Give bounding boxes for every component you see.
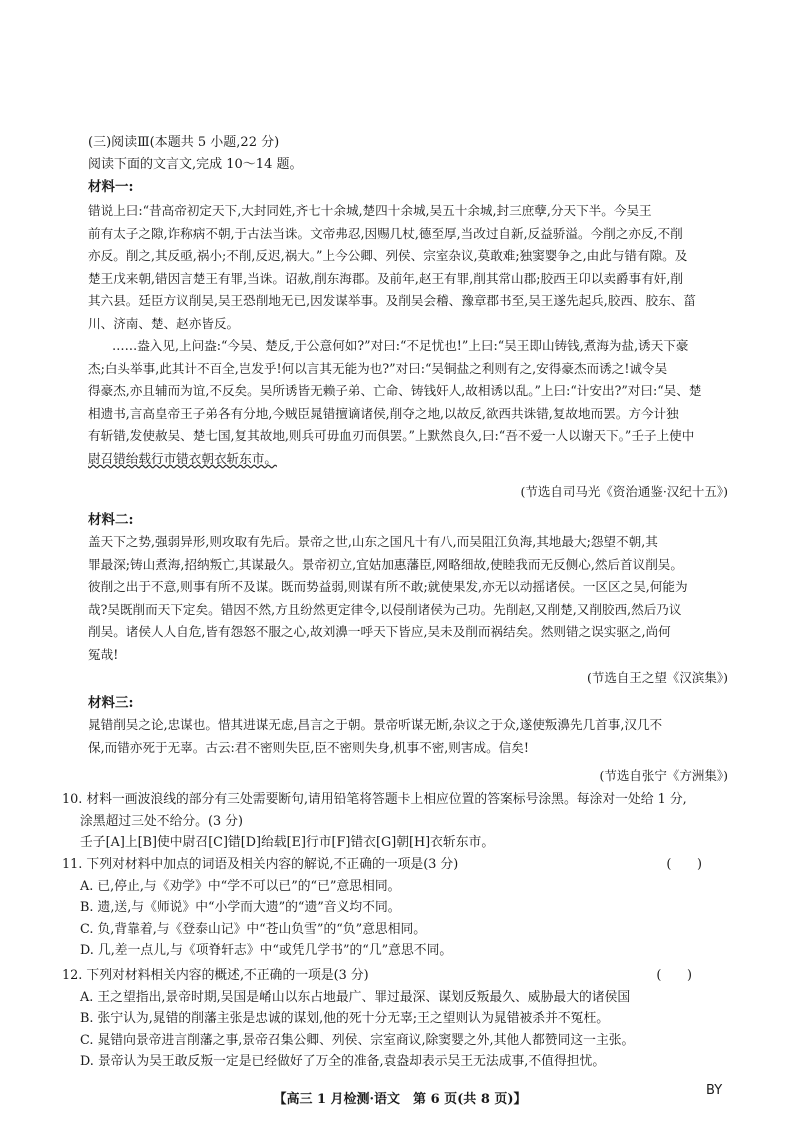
q11-option-a: A. 已,停止,与《劝学》中“学不可以已”的“已”意思相同。 [80, 878, 401, 894]
material1-line: 有斩错,发使赦吴、楚七国,复其故地,则兵可毋血刃而俱罢。”上默然良久,曰:“吾不爱一人以谢天下。”壬子上使中 [88, 428, 695, 443]
material3-line: 晁错削吴之论,忠谋也。惜其进谋无虑,昌言之于朝。景帝听谋无断,杂议之于众,遂使叛濞先几首事,汉几不 [88, 717, 663, 732]
q11-option-b: B. 遗,送,与《师说》中“小学而大遗”的“遗”音义均不同。 [80, 900, 401, 915]
material1-line: 亦反。削之,其反亟,祸小;不削,反迟,祸大。”上今公卿、列侯、宗室杂议,莫敢难;独窦婴争之,由此与错有隙。及 [88, 248, 688, 263]
q12-option-d: D. 景帝认为吴王敢反叛一定是已经做好了万全的准备,袁盎却表示吴王无法成事,不值得担忧。 [80, 1054, 606, 1069]
page-footer: 【高三 1 月检测·语文 第 6 页(共 8 页)】 [273, 1092, 527, 1107]
material1-wavy-line: 尉召错绐载行市错衣朝衣斩东市。 [88, 450, 277, 466]
question-11 [62, 854, 742, 962]
material2-label: 材料二: [88, 512, 134, 528]
q11-option-d: D. 几,差一点儿,与《项脊轩志》中“或凭几学书”的“几”意思不同。 [80, 943, 453, 958]
q10-stem-line: 涂黑超过三处不给分。(3 分) [80, 813, 243, 829]
material3-source: (节选自张宁《方洲集》) [599, 768, 728, 783]
material1-line: 杰;白头举事,此其计不百全,岂发乎!何以言其无能为也?”对曰:“吴铜盐之利则有之,安得豪杰而诱之!诚令吴 [88, 360, 668, 376]
q12-option-c: C. 晁错向景帝进言削藩之事,景帝召集公卿、列侯、宗室商议,除窦婴之外,其他人都赞同这一主张。 [80, 1032, 635, 1048]
material1-line: 其六县。廷臣方议削吴,吴王恐削地无已,因发谋举事。及削吴会稽、豫章郡书至,吴王遂先起兵,胶西、胶东、菑 [88, 293, 696, 308]
footer-corner-code: BY [706, 1083, 723, 1098]
q11-stem: 11. 下列对材料中加点的词语及相关内容的解说,不正确的一项是(3 分) [62, 857, 459, 872]
material2-line: 盖天下之势,强弱异形,则攻取有先后。景帝之世,山东之国凡十有八,而吴阻江负海,其地最大;怨望不朝,其 [88, 534, 658, 549]
q10-stem-line: 10. 材料一画波浪线的部分有三处需要断句,请用铅笔将答题卡上相应位置的答案标号涂黑。每涂对一处给 1 分, [62, 792, 687, 807]
section-header [88, 132, 738, 198]
section-title: (三)阅读Ⅲ(本题共 5 小题,22 分) [88, 135, 280, 150]
material1-line: 前有太子之隙,诈称病不朝,于古法当诛。文帝弗忍,因赐几杖,德至厚,当改过自新,反益骄溢。今削之亦反,不削 [88, 225, 683, 241]
material1-body [88, 200, 738, 470]
material2-source: (节选自王之望《汉滨集》) [586, 670, 728, 685]
material1-line: 错说上曰:“昔高帝初定天下,大封同姓,齐七十余城,楚四十余城,吴五十余城,封三庶孽,分天下半。今吴王 [88, 203, 652, 218]
material1-line: ……盎入见,上问盎:“今吴、楚反,于公意何如?”对曰:“不足忧也!”上曰:“吴王即山铸钱,煮海为盐,诱天下豪 [112, 338, 689, 353]
section-instruction: 阅读下面的文言文,完成 10～14 题。 [88, 157, 303, 172]
material1-line: 相遗书,言高皇帝王子弟各有分地,今贼臣晁错擅谪诸侯,削夺之地,以故反,欲西共诛错,复故地而罢。方今计独 [88, 405, 679, 421]
material2-line: 哉?吴既削而天下定矣。错因不然,方且纷然更定律令,以侵削诸侯为己功。先削赵,又削楚,又削胶西,然后乃议 [88, 601, 682, 617]
material2-line: 削吴。诸侯人人自危,皆有怨怒不服之心,故刘濞一呼天下皆应,吴未及削而祸结矣。然则错之误实驱之,尚何 [88, 624, 671, 639]
q11-option-c: C. 负,背靠着,与《登泰山记》中“苍山负雪”的“负”意思相同。 [80, 921, 427, 937]
material1-source: (节选自司马光《资治通鉴·汉纪十五》) [520, 484, 728, 499]
material3 [88, 692, 738, 759]
material3-label: 材料三: [88, 695, 134, 711]
material1-label: 材料一: [88, 179, 134, 195]
question-12 [62, 965, 742, 1073]
material2 [88, 509, 738, 666]
q12-option-b: B. 张宁认为,晁错的削藩主张是忠诚的谋划,他的死十分无辜;王之望则认为晁错被杀并不冤枉。 [80, 1011, 610, 1026]
material3-line: 保,而错亦死于无辜。古云:君不密则失臣,臣不密则失身,机事不密,则害成。信矣! [88, 739, 529, 755]
q12-stem: 12. 下列对材料相关内容的概述,不正确的一项是(3 分) [62, 968, 369, 983]
material2-line: 冤哉! [88, 646, 119, 662]
q11-answer-paren: ( ) [666, 857, 702, 872]
material2-line: 彼削之出于不意,则事有所不及谋。既而势益弱,则谋有所不敢;就使果发,亦无以动摇诸侯。一区区之吴,何能为 [88, 579, 688, 594]
material1-line: 楚王戊来朝,错因言楚王有罪,当诛。诏赦,削东海郡。及前年,赵王有罪,削其常山郡;胶西王卬以卖爵事有奸,削 [88, 270, 683, 286]
material2-line: 罪最深;铸山煮海,招纳叛亡,其谋最久。景帝初立,宜姑加惠藩臣,网略细故,使睦我而无反侧心,然后首议削吴。 [88, 556, 683, 572]
material1-line: 川、济南、楚、赵亦皆反。 [88, 315, 240, 331]
q12-answer-paren: ( ) [656, 968, 692, 983]
q10-answer-line: 壬子[A]上[B]使中尉召[C]错[D]绐载[E]行市[F]错衣[G]朝[H]衣斩东市。 [80, 835, 495, 850]
material1-line: 得豪杰,亦且辅而为谊,不反矣。吴所诱皆无赖子弟、亡命、铸钱奸人,故相诱以乱。”上曰:“计安出?”对曰:“吴、楚 [88, 383, 702, 398]
question-10 [62, 789, 742, 854]
q12-option-a: A. 王之望指出,景帝时期,吴国是崤山以东占地最广、罪过最深、谋划反叛最久、威胁最大的诸侯国 [80, 989, 631, 1005]
